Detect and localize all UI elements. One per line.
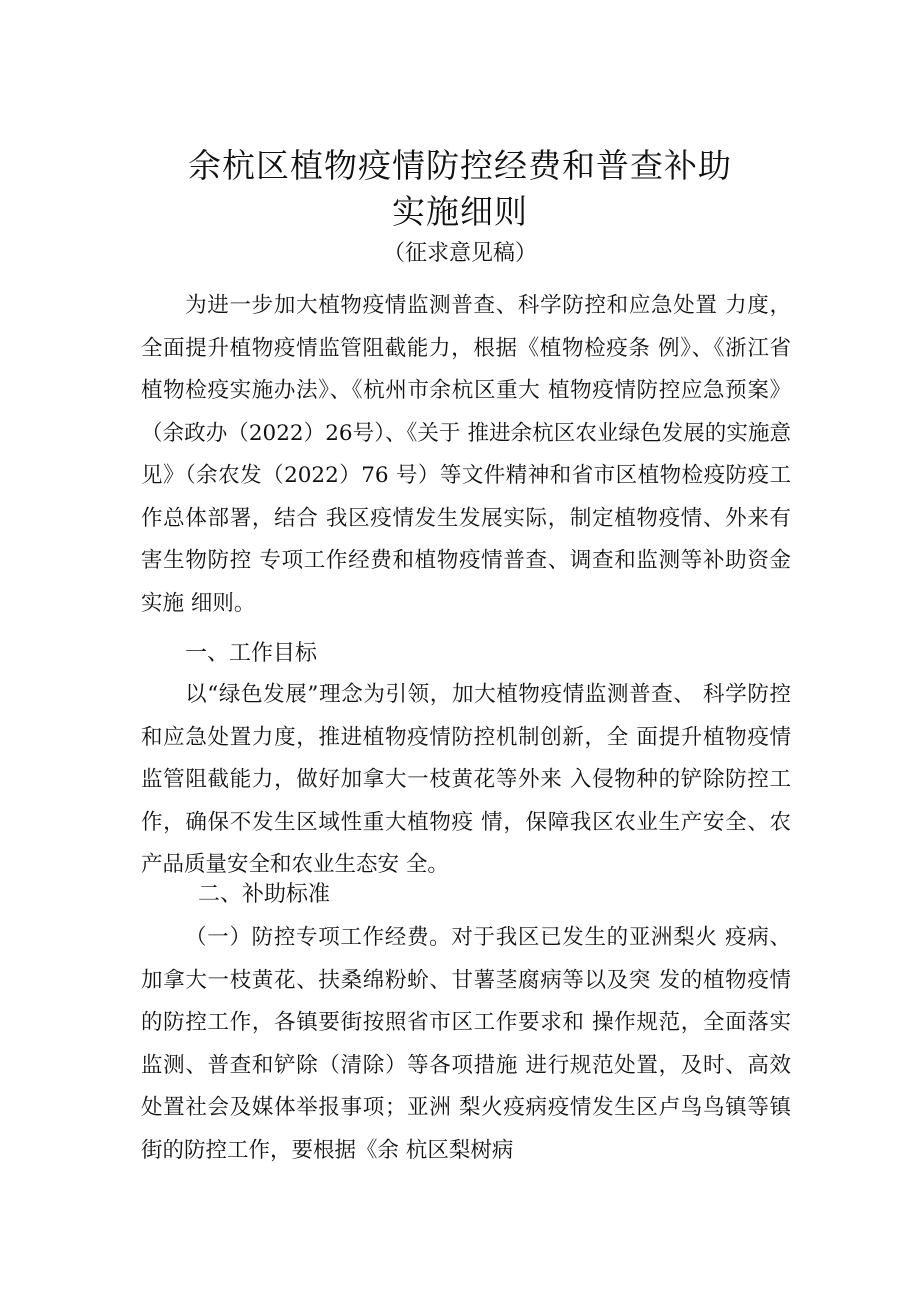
- intro-paragraph: 为进一步加大植物疫情监测普查、科学防控和应急处置 力度，全面提升植物疫情监管阻截能力，根据《植物检疫条 例》、《浙江省植物检疫实施办法》、《杭州市余杭区重大 植物疫情防控应急预案》（余政办（2022）26号）、《关于 推进余杭区农业绿色发展的实施意见》（余农发（2022）76 号）等文件精神和省市区植物检疫防疫工作总体部署，结合 我区疫情发生发展实际，制定植物疫情、外来有害生物防控 专项工作经费和植物疫情普查、调查和监测等补助资金实施 细则。: [141, 293, 791, 616]
- section-paragraph-goals: 以“绿色发展”理念为引领，加大植物疫情监测普查、 科学防控和应急处置力度，推进植物疫情防控机制创新，全 面提升植物疫情监管阻截能力，做好加拿大一枝黄花等外来 入侵物种的铲除防控工作，确保不发生区域性重大植物疫 情，保障我区农业生产安全、农产品质量安全和农业生态安 全。: [141, 682, 791, 877]
- document-subtitle: （征求意见稿）: [382, 241, 537, 266]
- document-title-line-1: 余杭区植物疫情防控经费和普查补助: [188, 146, 732, 185]
- document-title-line-2: 实施细则: [392, 192, 528, 231]
- section-heading-subsidy-standards: 二、补助标准: [198, 882, 331, 907]
- section-heading-goals: 一、工作目标: [185, 641, 318, 666]
- section-paragraph-subsidy-standards: （一）防控专项工作经费。对于我区已发生的亚洲梨火 疫病、加拿大一枝黄花、扶桑绵粉蚧、甘薯茎腐病等以及突 发的植物疫情的防控工作，各镇要街按照省市区工作要求和 操作规范，全面落实监测、普查和铲除（清除）等各项措施 进行规范处置，及时、高效处置社会及媒体举报事项；亚洲 梨火疫病疫情发生区卢鸟鸟镇等镇街的防控工作，要根据《余 杭区梨树病: [141, 925, 791, 1163]
